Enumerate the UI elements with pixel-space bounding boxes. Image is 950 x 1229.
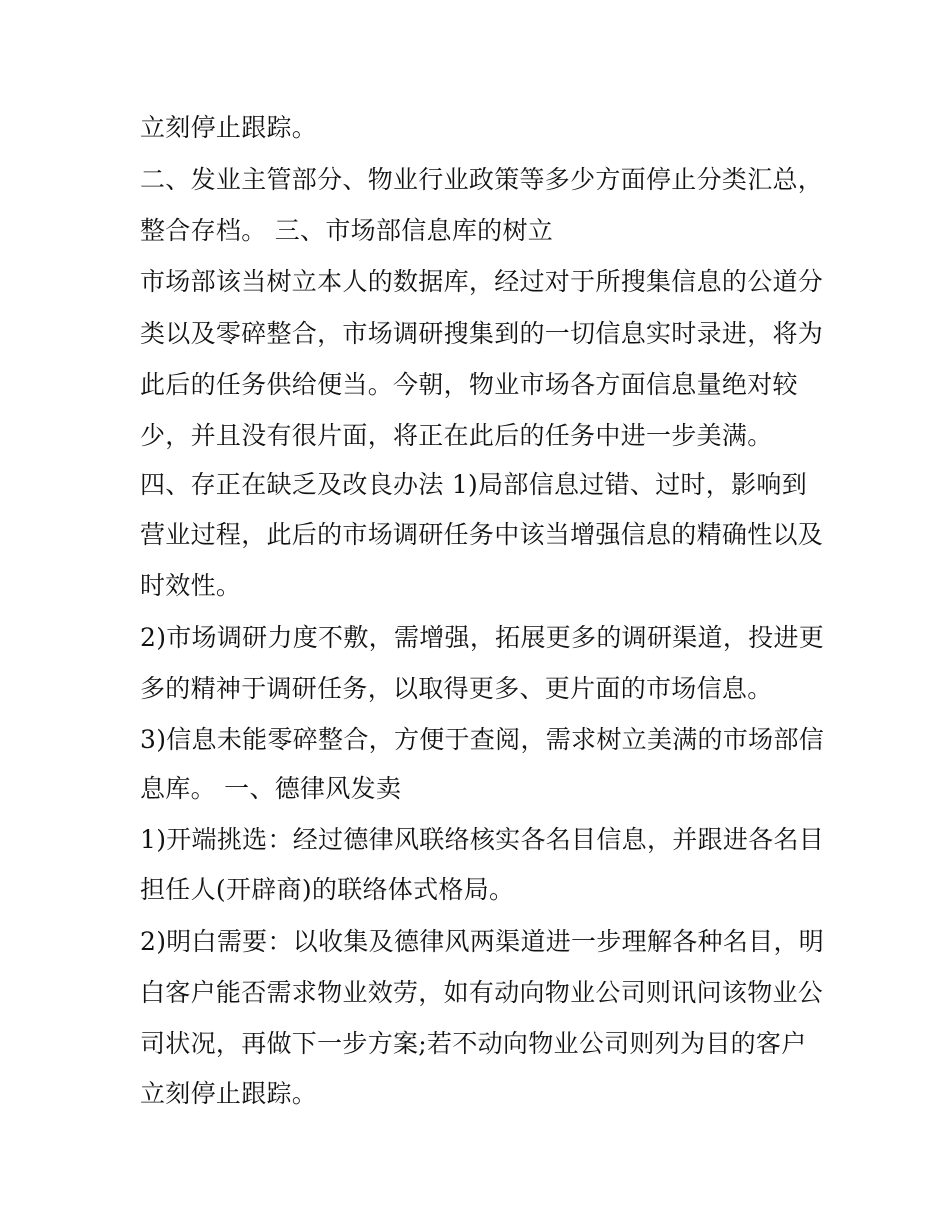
text-line: 2)明白需要：以收集及德律风两渠道进一步理解各种名目，明: [140, 927, 825, 956]
text-line: 司状况，再做下一步方案;若不动向物业公司则列为目的客户: [140, 1029, 807, 1058]
text-line: 白客户能否需求物业效劳，如有动向物业公司则讯问该物业公: [140, 978, 824, 1007]
text-line: 整合存档。 三、市场部信息库的树立: [140, 216, 554, 245]
text-line: 二、发业主管部分、物业行业政策等多少方面停止分类汇总，: [140, 165, 824, 194]
text-line: 四、存正在缺乏及改良办法 1)局部信息过错、过时，影响到: [140, 470, 808, 499]
text-line: 此后的任务供给便当。今朝，物业市场各方面信息量绝对较: [140, 370, 798, 399]
text-line: 市场部该当树立本人的数据库，经过对于所搜集信息的公道分: [140, 267, 824, 296]
text-line: 多的精神于调研任务，以取得更多、更片面的市场信息。: [140, 674, 773, 703]
text-line: 3)信息未能零碎整合，方便于查阅，需求树立美满的市场部信: [140, 725, 825, 754]
text-line: 立刻停止跟踪。: [140, 113, 318, 142]
text-line: 类以及零碎整合，市场调研搜集到的一切信息实时录进，将为: [140, 319, 824, 348]
text-line: 2)市场调研力度不敷，需增强，拓展更多的调研渠道，投进更: [140, 623, 825, 652]
text-line: 少，并且没有很片面，将正在此后的任务中进一步美满。: [140, 421, 773, 450]
text-line: 1)开端挑选：经过德律风联络核实各名目信息，并跟进各名目: [140, 825, 825, 854]
text-line: 营业过程，此后的市场调研任务中该当增强信息的精确性以及: [140, 520, 824, 549]
text-line: 担任人(开辟商)的联络体式格局。: [140, 875, 515, 904]
text-line: 立刻停止跟踪。: [140, 1079, 318, 1108]
text-line: 息库。 一、德律风发卖: [140, 774, 402, 803]
text-line: 时效性。: [140, 571, 242, 600]
